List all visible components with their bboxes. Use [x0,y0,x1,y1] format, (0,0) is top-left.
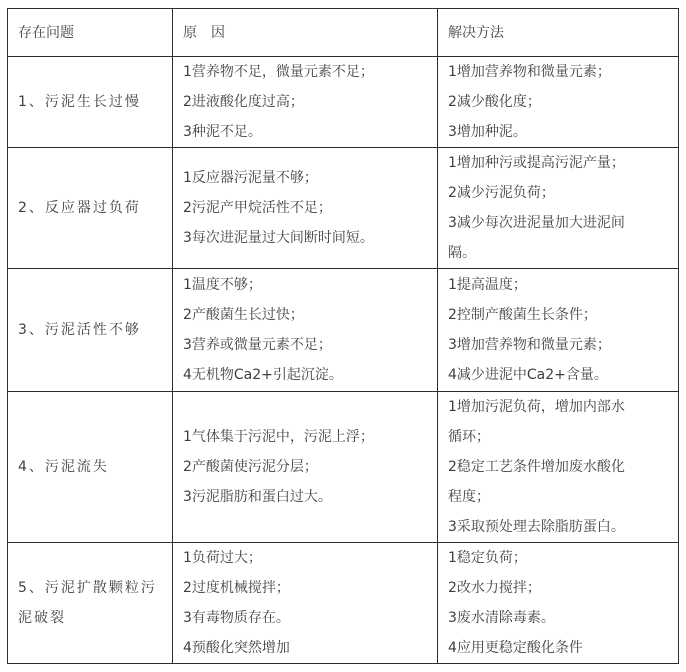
table-row [8,148,679,269]
solution-line: 4减少进泥中Ca2+含量。 [448,367,608,383]
cause-line: 2进液酸化度过高； [183,94,304,110]
problem-text: 泥破裂 [18,610,66,626]
solution-line: 2控制产酸菌生长条件； [448,307,597,323]
table-row [8,543,679,664]
table-row [8,392,679,543]
solution-line: 1增加污泥负荷，增加内部水 [448,399,625,415]
header-solution [438,9,679,57]
problem-cell [8,392,173,543]
solution-line: 2减少污泥负荷； [448,185,555,201]
cause-line: 2产酸菌使污泥分层； [183,459,318,475]
table-row [8,57,679,148]
problem-text: 4、污泥流失 [18,459,109,475]
cause-line: 3有毒物质存在。 [183,610,290,626]
cause-cell [173,392,438,543]
solution-cell [438,148,679,269]
cause-cell [173,148,438,269]
solution-line: 循环； [448,429,490,445]
solution-line: 2减少酸化度； [448,94,541,110]
header-solution-label: 解决方法 [448,24,504,41]
solution-line: 3增加营养物和微量元素； [448,337,611,353]
problem-text: 3、污泥活性不够 [18,322,141,338]
solution-line: 3减少每次进泥量加大进泥间 [448,215,625,231]
cause-line: 2产酸菌生长过快； [183,307,304,323]
solution-line: 2稳定工艺条件增加废水酸化 [448,459,625,475]
cause-cell [173,57,438,148]
cause-line: 2污泥产甲烷活性不足； [183,200,332,216]
cause-line: 3种泥不足。 [183,124,262,140]
problem-cell [8,148,173,269]
header-cause-label: 原 因 [183,24,225,41]
problem-cell [8,269,173,392]
cause-line: 1温度不够； [183,277,262,293]
solution-line: 1增加营养物和微量元素； [448,64,611,80]
solution-line: 隔。 [448,245,476,261]
cause-line: 3营养或微量元素不足； [183,337,332,353]
solution-line: 3采取预处理去除脂肪蛋白。 [448,519,625,535]
solution-cell [438,57,679,148]
solution-cell [438,269,679,392]
cause-line: 3污泥脂肪和蛋白过大。 [183,489,332,505]
cause-line: 1反应器污泥量不够； [183,170,318,186]
header-cause [173,9,438,57]
problem-cell [8,57,173,148]
header-problem [8,9,173,57]
cause-line: 1负荷过大； [183,550,262,566]
cause-line: 4无机物Ca2+引起沉淀。 [183,367,343,383]
solution-cell [438,543,679,664]
solution-line: 4应用更稳定酸化条件 [448,640,583,656]
problem-cell [8,543,173,664]
cause-cell [173,543,438,664]
cause-line: 2过度机械搅拌； [183,580,290,596]
cause-cell [173,269,438,392]
table-row [8,269,679,392]
solution-line: 2改水力搅拌； [448,580,541,596]
solution-line: 1增加种污或提高污泥产量； [448,155,625,171]
header-problem-label: 存在问题 [18,24,74,41]
solution-line: 1稳定负荷； [448,550,527,566]
cause-line: 4预酸化突然增加 [183,640,290,656]
cause-line: 1气体集于污泥中，污泥上浮； [183,429,374,445]
solution-cell [438,392,679,543]
solution-line: 3废水清除毒素。 [448,610,555,626]
solution-line: 程度； [448,489,490,505]
problem-text: 5、污泥扩散颗粒污 [18,580,157,596]
cause-line: 1营养物不足，微量元素不足； [183,64,374,80]
table-header-row [8,9,679,57]
solution-line: 1提高温度； [448,277,527,293]
problems-table [7,8,679,664]
cause-line: 3每次进泥量过大间断时间短。 [183,230,374,246]
problem-text: 1、污泥生长过慢 [18,94,141,110]
solution-line: 3增加种泥。 [448,124,527,140]
problem-text: 2、反应器过负荷 [18,200,141,216]
